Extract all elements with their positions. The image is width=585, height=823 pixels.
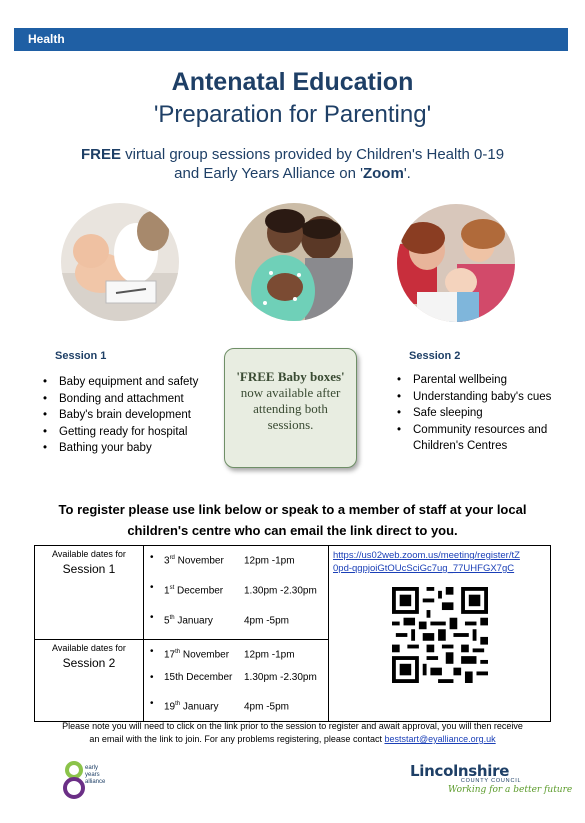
list-item-continued: Children's Centres (413, 440, 508, 452)
list-item: • Parental wellbeing (397, 372, 551, 389)
date-item: • 15th December 1.30pm -2.30pm (144, 668, 328, 694)
contact-email-link[interactable]: beststart@eyalliance.org.uk (384, 734, 496, 744)
intro-line2a: and Early Years Alliance on ' (174, 165, 363, 182)
note-line1: Please note you will need to click on the link prior to the session to register and await approval, you will then receive (62, 721, 523, 731)
page-title: Antenatal Education (171, 68, 414, 96)
banner-label: Health (28, 32, 65, 46)
list-item: • Baby's brain development (43, 407, 198, 424)
council-name: Lincolnshire (410, 762, 510, 780)
baby-photo (61, 203, 179, 321)
list-item: • Community resources and (397, 422, 551, 439)
babybox-line2: now available after (240, 385, 341, 400)
date-item: • 5th January 4pm -5pm (144, 608, 328, 638)
page-subtitle: 'Preparation for Parenting' (153, 101, 432, 128)
register-line2: children's centre who can email the link direct to you. (127, 523, 458, 538)
link-qr-cell (329, 546, 551, 722)
date-item: • 19th January 4pm -5pm (144, 694, 328, 718)
intro-line2b: '. (403, 165, 411, 182)
list-item: • Understanding baby's cues (397, 389, 551, 406)
session1-dates-cell (144, 546, 329, 640)
available-label: Available dates for (52, 549, 126, 559)
session1-label-cell (35, 546, 144, 640)
family-photo (397, 204, 515, 322)
session2-label-cell (35, 640, 144, 722)
date-item: • 17th November 12pm -1pm (144, 642, 328, 668)
list-item: • Bathing your baby (43, 440, 198, 457)
pregnant-couple-photo (235, 203, 353, 321)
table-row (35, 546, 551, 640)
registration-link[interactable]: https://us02web.zoom.us/meeting/register/tZ 0pd-qgpjoiGtOUcSciGc7ug_77UHFGX7gC (333, 550, 520, 574)
council-tagline: Working for a better future (448, 785, 573, 795)
session2-heading: Session 2 (409, 350, 461, 362)
session1-heading: Session 1 (55, 350, 107, 362)
baby-box-callout (224, 348, 357, 468)
babybox-line3: attending both (253, 401, 328, 416)
council-sub: COUNTY COUNCIL (460, 778, 522, 784)
qr-code-icon[interactable] (392, 587, 488, 683)
eya-logo-text: early years alliance (85, 765, 106, 785)
intro-free: FREE (80, 146, 121, 163)
session2-label: Session 2 (62, 656, 116, 670)
register-instructions (0, 499, 585, 541)
note-line2: an email with the link to join. For any problems registering, please contact (89, 734, 385, 744)
babybox-line1: 'FREE Baby boxes' (236, 369, 345, 384)
date-item: • 3rd November 12pm -1pm (144, 548, 328, 578)
register-line1: To register please use link below or speak to a member of staff at your local (58, 502, 527, 517)
list-item: • Getting ready for hospital (43, 424, 198, 441)
section-banner (14, 28, 568, 51)
dates-table (34, 545, 551, 722)
session2-list (397, 372, 551, 455)
session2-dates-cell (144, 640, 329, 722)
date-item: • 1st December 1.30pm -2.30pm (144, 578, 328, 608)
intro-zoom: Zoom (362, 165, 404, 182)
babybox-line4: sessions. (267, 417, 314, 432)
lincolnshire-logo (410, 762, 572, 795)
registration-note (0, 720, 585, 746)
list-item: • Baby equipment and safety (43, 374, 198, 391)
session1-list (43, 374, 198, 457)
intro-text (0, 145, 585, 183)
list-item: • Safe sleeping (397, 405, 551, 422)
session1-label: Session 1 (62, 562, 116, 576)
available-label: Available dates for (52, 643, 126, 653)
intro-line1: virtual group sessions provided by Children's Health 0-19 (120, 146, 505, 163)
list-item: • Bonding and attachment (43, 391, 198, 408)
